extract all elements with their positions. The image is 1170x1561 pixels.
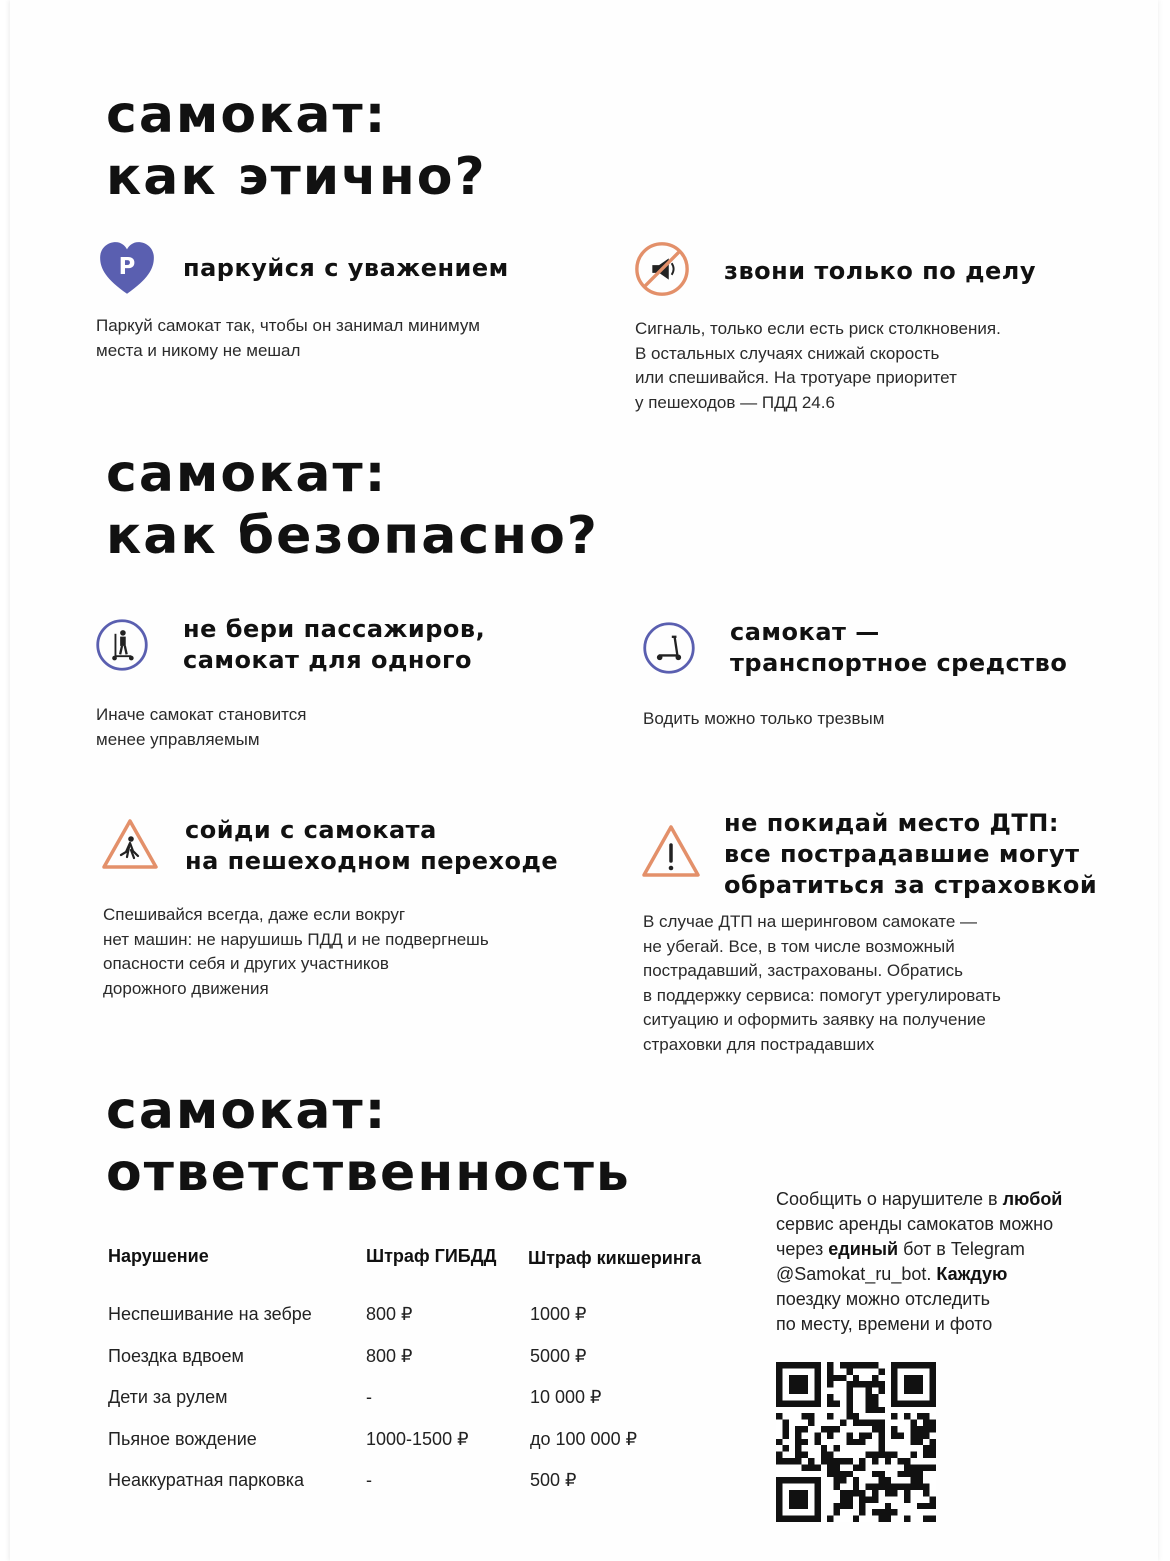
- no-horn-icon: [633, 240, 691, 298]
- heading-line: как этично?: [106, 147, 487, 207]
- heading-line: как безопасно?: [106, 506, 599, 566]
- passengers-description: Иначе самокат становится менее управляемым: [96, 705, 307, 749]
- heading-line: ответственность: [106, 1143, 631, 1203]
- accident-description: В случае ДТП на шеринговом самокате — не убегай. Все, в том числе возможный пострадавший, застрахованы. Обратись в поддержку сервиса: помогут урегулировать ситуацию и оформить заявку на получение страховки для пострадавших: [643, 912, 1001, 1054]
- section-heading-ethics: [106, 84, 487, 208]
- parking-description: Паркуй самокат так, чтобы он занимал минимум места и никому не мешал: [96, 316, 480, 360]
- vehicle-title: самокат — транспортное средство: [730, 618, 1068, 677]
- header-kicksharing-fine: Штраф кикшеринга: [528, 1248, 702, 1268]
- pedestrian-warning-icon: [100, 817, 160, 873]
- header-police-fine: Штраф ГИБДД: [366, 1246, 497, 1266]
- single-rider-icon: [94, 617, 150, 673]
- heading-line: самокат:: [106, 444, 388, 504]
- report-violator-text: Сообщить о нарушителе в любой сервис аренды самокатов можно через единый бот в Telegram @Samokat_ru_bot. Каждую поездку можно отследить по месту, времени и фото: [776, 1189, 1063, 1334]
- parking-heart-icon: [96, 238, 158, 300]
- vehicle-description: Водить можно только трезвым: [643, 709, 885, 728]
- crossing-description: Спешивайся всегда, даже если вокруг нет машин: не нарушишь ПДД и не подвергнешь опасности себя и других участников дорожного движения: [103, 905, 489, 998]
- heading-line: самокат:: [106, 85, 388, 145]
- section-heading-safety: [106, 443, 599, 567]
- poster-sheet: самокат: как этично? P паркуйся с уважением Паркуй самокат так, чтобы он занимал минимум места и никому не мешал звони только по делу Сигналь, только если есть риск столкновения. В остальных случаях снижай скорость или спешивайся. На тротуаре приоритет у пешеходов — ПДД 24.6 самокат: как безопасно? не бери пассажиров, самокат для одного Иначе самокат становится менее управляемым самокат — транспортное средство Водить можно только трезвым сойди с самоката на пешеходном переходе Спешивайся всегда, даже если вокруг нет машин: не нарушишь ПДД и не подвергнешь опасности себя и других участников дорожного движения не покидай место ДТП: все пострадавшие могут обратиться за страховкой В случае ДТП на шеринговом самокате — не убегай. Все, в том числе возможный пострадавший, застрахованы. Обратись в поддержку сервиса: помогут урегулировать ситуацию и оформить заявку на получение страховки для пострадавших самокат: ответственность Нарушение Штраф ГИБДД Штраф кикшеринга Неспешивание на зебре 800 ₽ 1000 ₽ Поездка вдвоем 800 ₽ 5000 ₽ Дети за рулем - 10 000 ₽ Пьяное вождение 1000-1500 ₽ до 100 000 ₽ Неаккуратная парковка - 500 ₽ Сообщить о нарушителе в любой сервис аренды самокатов можно через единый бот в Telegram @Samokat_ru_bot. Каждую поездку можно отследить по месту, времени и фото: [10, 0, 1158, 1561]
- section-heading-responsibility: [106, 1080, 631, 1204]
- accident-title: не покидай место ДТП: все пострадавшие могут обратиться за страховкой: [724, 809, 1098, 899]
- parking-title: паркуйся с уважением: [183, 254, 509, 282]
- scooter-icon: [641, 620, 697, 676]
- qr-code-icon[interactable]: [776, 1362, 936, 1522]
- crossing-title: сойди с самоката на пешеходном переходе: [185, 816, 559, 875]
- bell-title: звони только по делу: [724, 257, 1036, 285]
- heading-line: самокат:: [106, 1081, 388, 1141]
- header-violation: Нарушение: [108, 1246, 209, 1266]
- svg-text:P: P: [118, 254, 136, 281]
- exclamation-warning-icon: [640, 823, 702, 881]
- bell-description: Сигналь, только если есть риск столкновения. В остальных случаях снижай скорость или спешивайся. На тротуаре приоритет у пешеходов — ПДД 24.6: [635, 319, 1001, 412]
- passengers-title: не бери пассажиров, самокат для одного: [183, 615, 486, 674]
